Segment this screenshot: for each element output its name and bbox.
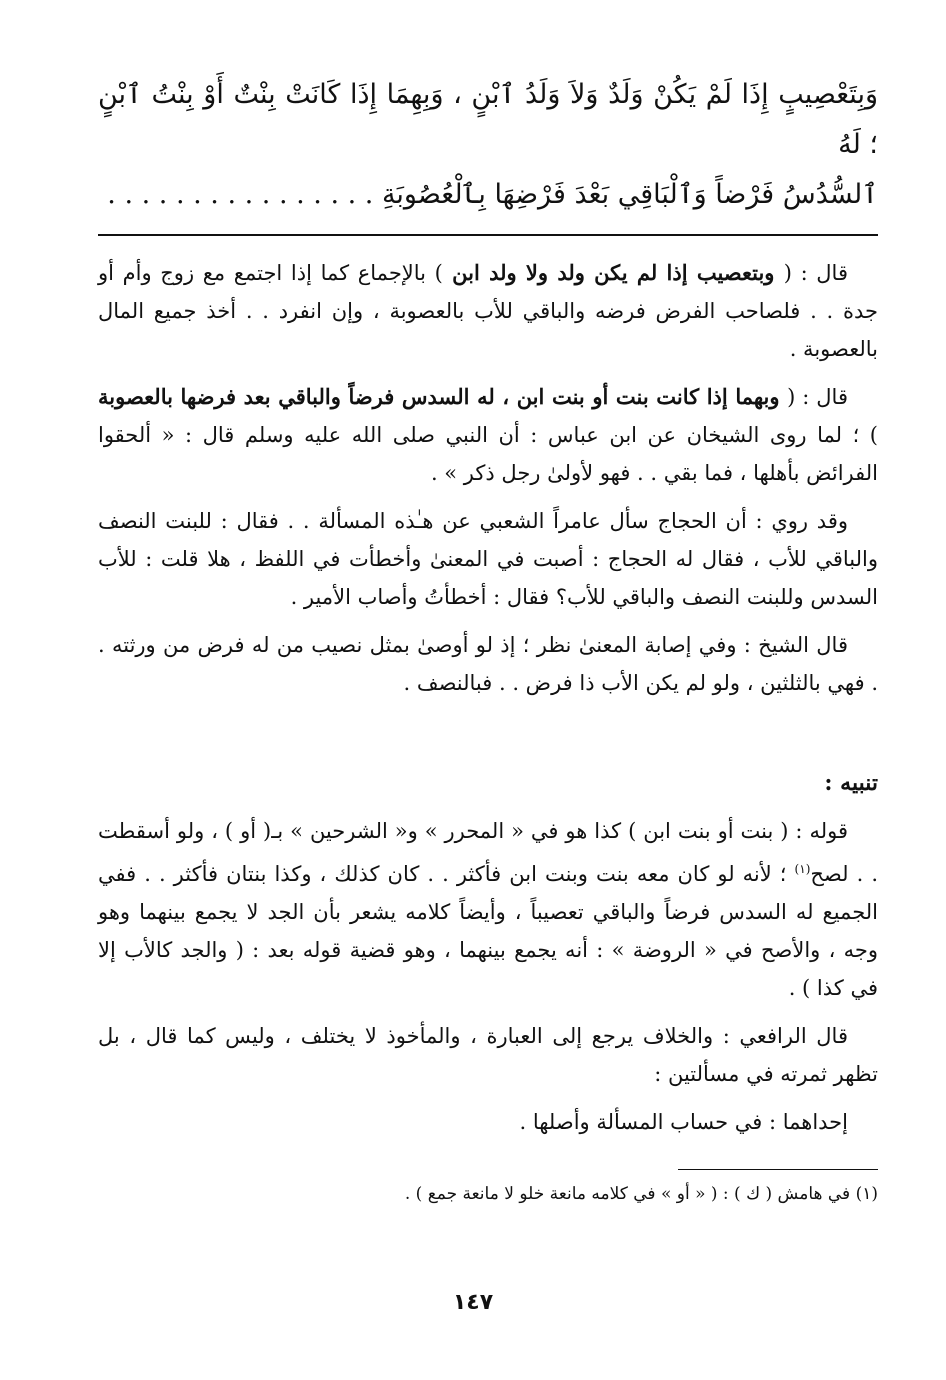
paragraph-4: قال الشيخ : وفي إصابة المعنىٰ نظر ؛ إذ لو أوصىٰ بمثل نصيب من له فرض من ورثته . . فهي بالثلثين ، ولو لم يكن الأب ذا فرض . . فبالنصف .: [98, 633, 878, 695]
paragraph-6: قال الرافعي : والخلاف يرجع إلى العبارة ، والمأخوذ لا يختلف ، وليس كما قال ، بل تظهر ثمرته في مسألتين :: [98, 1024, 878, 1086]
paragraph-2-rest: ) ؛ لما روى الشيخان عن ابن عباس : أن النبي صلى الله عليه وسلم قال : « ألحقوا الفرائض بأهلها ، فما بقي . . فهو لأولىٰ رجل ذكر » .: [98, 423, 878, 485]
paragraph-3: وقد روي : أن الحجاج سأل عامراً الشعبي عن هـٰذه المسألة . . فقال : للبنت النصف والباقي للأب ، فقال له الحجاج : أصبت في المعنىٰ وأخطأت في اللفظ ، هلا قلت : للأب السدس وللبنت النصف والباقي للأب؟ فقال : أخطأتُ وأصاب الأمير .: [98, 509, 878, 609]
page-body: [98, 70, 878, 1208]
paragraph-1: [98, 254, 878, 368]
paragraph-5-before: قوله : ( بنت أو بنت ابن ) كذا هو في « المحرر » و« الشرحين » بـ( أو ) ، ولو أسقطت . . لصح: [98, 819, 878, 886]
paragraph-2-prefix: قال : (: [787, 385, 848, 409]
page-number: ١٤٧: [452, 1290, 494, 1315]
footnote-marker: (١): [794, 862, 811, 876]
paragraph-2-quote: وبهما إذا كانت بنت أو بنت ابن ، له السدس فرضاً والباقي بعد فرضها بالعصوبة: [98, 384, 788, 409]
paragraph-1-rest: ) بالإجماع كما إذا اجتمع مع زوج وأم أو جدة . . فلصاحب الفرض فرضه والباقي للأب بالعصوبة ، وإن انفرد . . أخذ جميع المال بالعصوبة .: [98, 261, 878, 361]
paragraph-7: إحداهما : في حساب المسألة وأصلها .: [519, 1110, 848, 1134]
paragraph-5: [98, 812, 878, 1007]
paragraph-1-prefix: قال : (: [783, 261, 848, 285]
section-heading: تنبيه :: [824, 770, 878, 796]
matn-line-2: ٱلسُّدُسُ فَرْضاً وَٱلْبَاقِي بَعْدَ فَرْضِهَا بِٱلْعُصُوبَةِ . . . . . . . . . . . . . . . .: [107, 179, 878, 210]
separator-rule: [98, 234, 878, 236]
paragraph-1-quote: وبتعصيب إذا لم يكن ولد ولا ولد ابن: [442, 260, 784, 285]
footnote-rule: [678, 1169, 878, 1170]
paragraph-2: [98, 378, 878, 492]
paragraph-5-after: ؛ لأنه لو كان معه بنت وبنت ابن فأكثر . . كان كذلك ، وكذا بنتان فأكثر . . ففي الجميع له السدس فرضاً والباقي تعصيباً ، وأيضاً كلامه يشعر بأن الجد لا يجمع بينهما وهو وجه ، والأصح في « الروضة » : أنه يجمع بينهما ، وهو قضية قوله بعد : ( والجد كالأب إلا في كذا ) .: [98, 862, 878, 1000]
matn-text: [98, 70, 878, 220]
footnote: (١) في هامش ( ك ) : ( « أو » في كلامه مانعة خلو لا مانعة جمع ) .: [404, 1184, 878, 1204]
matn-line-1: وَبِتَعْصِيبٍ إِذَا لَمْ يَكُنْ وَلَدٌ وَلاَ وَلَدُ ٱبْنٍ ، وَبِهِمَا إِذَا كَانَتْ بِنْتٌ أَوْ بِنْتُ ٱبْنٍ ؛ لَهُ: [98, 79, 878, 160]
